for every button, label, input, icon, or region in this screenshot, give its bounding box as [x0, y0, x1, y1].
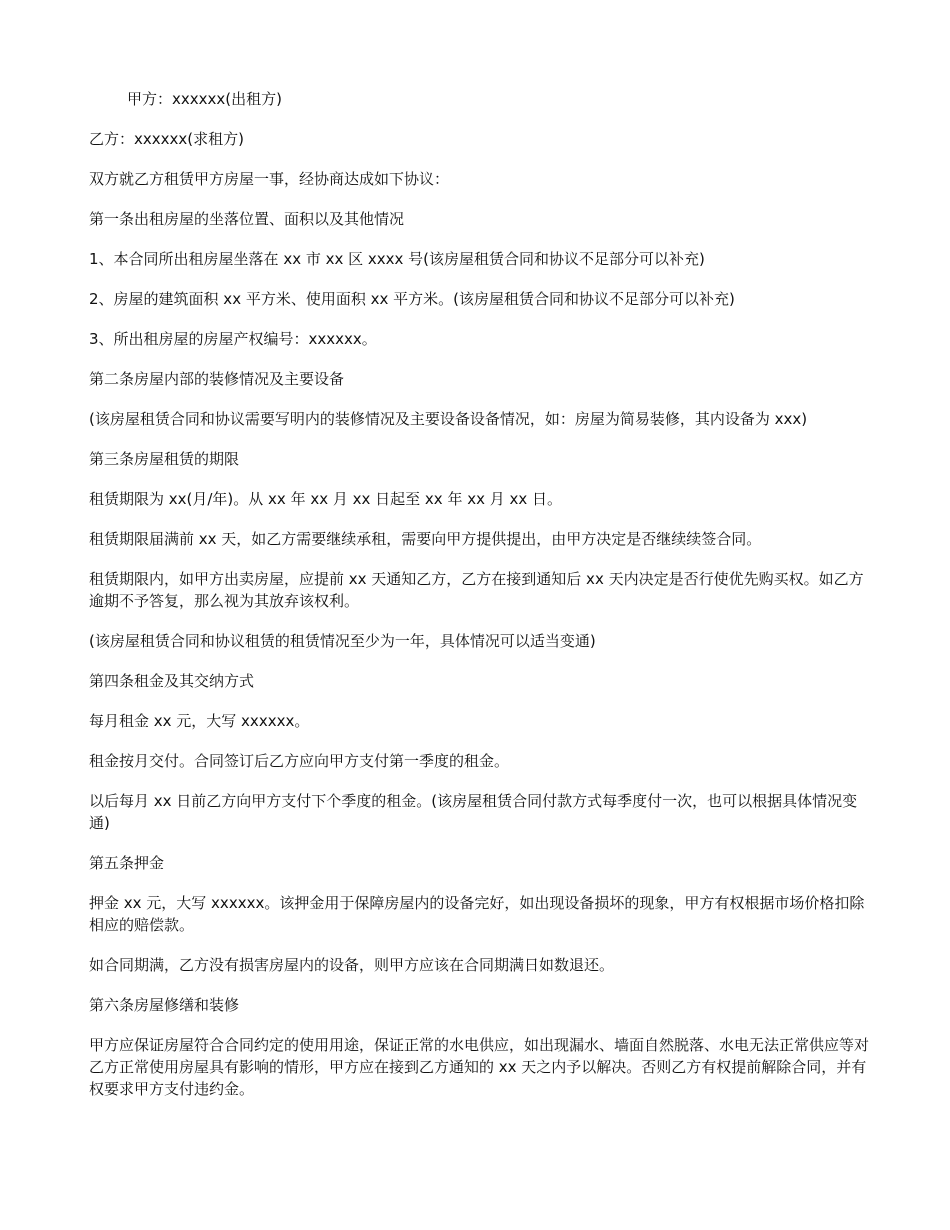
paragraph: 第四条租金及其交纳方式	[89, 672, 255, 690]
paragraph: 乙方：xxxxxx(求租方)	[89, 130, 244, 148]
paragraph: 租赁期限内，如甲方出卖房屋，应提前 xx 天通知乙方，乙方在接到通知后 xx 天内决定是否行使优先购买权。如乙方逾期不予答复，那么视为其放弃该权利。	[89, 570, 864, 610]
paragraph: 1、本合同所出租房屋坐落在 xx 市 xx 区 xxxx 号(该房屋租赁合同和协议不足部分可以补充)	[89, 250, 705, 268]
paragraph: (该房屋租赁合同和协议需要写明内的装修情况及主要设备设备情况，如：房屋为简易装修，其内设备为 xxx)	[89, 410, 808, 428]
document-body	[89, 88, 869, 1118]
paragraph: 租赁期限届满前 xx 天，如乙方需要继续承租，需要向甲方提供提出，由甲方决定是否继续续签合同。	[89, 530, 762, 548]
paragraph: 第三条房屋租赁的期限	[89, 450, 240, 468]
paragraph: 第五条押金	[89, 854, 165, 872]
paragraph: 以后每月 xx 日前乙方向甲方支付下个季度的租金。(该房屋租赁合同付款方式每季度付一次，也可以根据具体情况变通)	[89, 792, 858, 832]
paragraph: 押金 xx 元，大写 xxxxxx。该押金用于保障房屋内的设备完好，如出现设备损坏的现象，甲方有权根据市场价格扣除相应的赔偿款。	[89, 894, 865, 934]
paragraph: (该房屋租赁合同和协议租赁的租赁情况至少为一年，具体情况可以适当变通)	[89, 632, 596, 650]
paragraph: 租金按月交付。合同签订后乙方应向甲方支付第一季度的租金。	[89, 752, 510, 770]
paragraph: 每月租金 xx 元，大写 xxxxxx。	[89, 712, 310, 730]
paragraph: 如合同期满，乙方没有损害房屋内的设备，则甲方应该在合同期满日如数退还。	[89, 956, 615, 974]
paragraph: 2、房屋的建筑面积 xx 平方米、使用面积 xx 平方米。(该房屋租赁合同和协议不足部分可以补充)	[89, 290, 735, 308]
paragraph: 甲方：xxxxxx(出租方)	[127, 90, 282, 108]
paragraph: 甲方应保证房屋符合合同约定的使用用途，保证正常的水电供应，如出现漏水、墙面自然脱落、水电无法正常供应等对乙方正常使用房屋具有影响的情形，甲方应在接到乙方通知的 xx 天之内予以解决。否则乙方有权提前解除合同，并有权要求甲方支付违约金。	[89, 1036, 870, 1098]
paragraph: 双方就乙方租赁甲方房屋一事，经协商达成如下协议：	[89, 170, 450, 188]
paragraph: 租赁期限为 xx(月/年)。从 xx 年 xx 月 xx 日起至 xx 年 xx 月 xx 日。	[89, 490, 563, 508]
paragraph: 3、所出租房屋的房屋产权编号：xxxxxx。	[89, 330, 377, 348]
paragraph: 第六条房屋修缮和装修	[89, 996, 240, 1014]
paragraph: 第一条出租房屋的坐落位置、面积以及其他情况	[89, 210, 405, 228]
paragraph: 第二条房屋内部的装修情况及主要设备	[89, 370, 345, 388]
